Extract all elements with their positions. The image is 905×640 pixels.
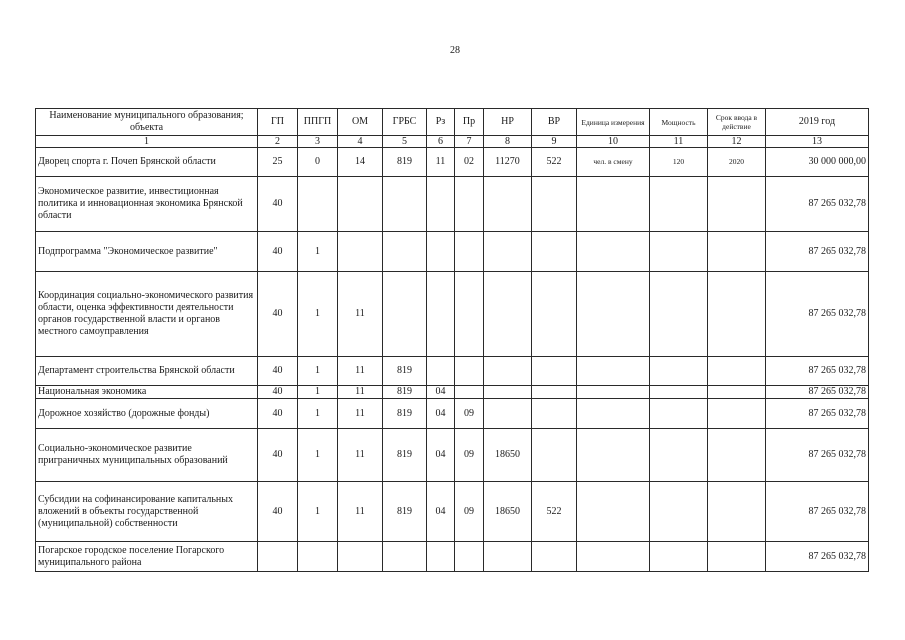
amount-cell: 87 265 032,78 [766, 482, 869, 542]
table-cell: 819 [383, 357, 427, 386]
header-om: ОМ [338, 109, 383, 136]
table-cell: 40 [258, 272, 298, 357]
table-row [36, 399, 869, 429]
table-cell: 819 [383, 148, 427, 177]
table-cell: 14 [338, 148, 383, 177]
header-vr: ВР [532, 109, 577, 136]
amount-cell: 87 265 032,78 [766, 177, 869, 232]
row-name-cell: Национальная экономика [36, 386, 258, 399]
header-rz: Рз [427, 109, 455, 136]
table-cell: 40 [258, 357, 298, 386]
table-row [36, 357, 869, 386]
table-cell [650, 399, 708, 429]
table-cell [484, 232, 532, 272]
table-cell: 09 [455, 482, 484, 542]
table-cell [708, 272, 766, 357]
table-cell: 40 [258, 482, 298, 542]
table-cell: 1 [298, 357, 338, 386]
table-cell [577, 386, 650, 399]
table-cell [577, 429, 650, 482]
table-cell [577, 542, 650, 572]
amount-cell: 87 265 032,78 [766, 399, 869, 429]
table-cell: 11 [338, 429, 383, 482]
table-cell: 120 [650, 148, 708, 177]
table-cell [577, 177, 650, 232]
table-cell [484, 399, 532, 429]
table-cell: 11 [338, 386, 383, 399]
table-cell: 819 [383, 399, 427, 429]
table-cell [455, 232, 484, 272]
table-cell: 1 [298, 482, 338, 542]
row-name-cell: Дворец спорта г. Почеп Брянской области [36, 148, 258, 177]
table-cell [708, 177, 766, 232]
header-pr: Пр [455, 109, 484, 136]
table-cell [383, 542, 427, 572]
header-grbs: ГРБС [383, 109, 427, 136]
table-cell [455, 542, 484, 572]
table-cell: 2020 [708, 148, 766, 177]
row-name-cell: Погарское городское поселение Погарского муниципального района [36, 542, 258, 572]
row-name-cell: Экономическое развитие, инвестиционная политика и инновационная экономика Брянской области [36, 177, 258, 232]
table-cell [427, 272, 455, 357]
table-cell [532, 429, 577, 482]
row-name-cell: Социально-экономическое развитие приграничных муниципальных образований [36, 429, 258, 482]
table-cell [650, 542, 708, 572]
amount-cell: 87 265 032,78 [766, 386, 869, 399]
row-name-cell: Дорожное хозяйство (дорожные фонды) [36, 399, 258, 429]
table-cell [484, 386, 532, 399]
table-cell [650, 177, 708, 232]
table-cell: 40 [258, 177, 298, 232]
table-row [36, 148, 869, 177]
table-cell [708, 399, 766, 429]
column-number: 9 [532, 136, 577, 148]
row-name-cell: Департамент строительства Брянской области [36, 357, 258, 386]
table-cell [577, 399, 650, 429]
table-body [36, 136, 869, 572]
column-number: 13 [766, 136, 869, 148]
row-name-cell: Подпрограмма "Экономическое развитие" [36, 232, 258, 272]
table-cell [427, 232, 455, 272]
table-cell [338, 542, 383, 572]
table-cell: 04 [427, 399, 455, 429]
table-cell [484, 542, 532, 572]
table-cell [427, 177, 455, 232]
table-row [36, 482, 869, 542]
table-cell [532, 542, 577, 572]
table-cell: 09 [455, 429, 484, 482]
table-cell [258, 542, 298, 572]
table-cell: 40 [258, 232, 298, 272]
table-cell [298, 177, 338, 232]
table-header-row [36, 109, 869, 136]
table-cell [650, 429, 708, 482]
table-cell [708, 232, 766, 272]
table-cell [427, 357, 455, 386]
table-cell [708, 542, 766, 572]
header-commissioning: Срок ввода в действие [708, 109, 766, 136]
table-row [36, 386, 869, 399]
budget-table [35, 108, 869, 572]
column-number: 5 [383, 136, 427, 148]
table-cell: 1 [298, 399, 338, 429]
table-cell [532, 232, 577, 272]
row-name-cell: Субсидии на софинансирование капитальных вложений в объекты государственной (муниципальной) собственности [36, 482, 258, 542]
table-cell: 11 [427, 148, 455, 177]
table-cell [455, 386, 484, 399]
column-number: 11 [650, 136, 708, 148]
header-unit: Единица измерения [577, 109, 650, 136]
table-cell: 1 [298, 429, 338, 482]
table-row [36, 272, 869, 357]
table-cell [383, 232, 427, 272]
table-cell: 11270 [484, 148, 532, 177]
table-cell [455, 272, 484, 357]
column-number: 8 [484, 136, 532, 148]
table-cell [708, 429, 766, 482]
column-number: 4 [338, 136, 383, 148]
table-cell [338, 232, 383, 272]
table-row [36, 542, 869, 572]
table-cell [577, 272, 650, 357]
table-cell [577, 357, 650, 386]
table-cell [650, 482, 708, 542]
table-cell [532, 357, 577, 386]
table-cell [298, 542, 338, 572]
table-cell [532, 399, 577, 429]
column-number: 1 [36, 136, 258, 148]
table-cell: 1 [298, 232, 338, 272]
amount-cell: 87 265 032,78 [766, 357, 869, 386]
header-ppgp: ППГП [298, 109, 338, 136]
table-cell: 11 [338, 482, 383, 542]
column-number: 10 [577, 136, 650, 148]
table-cell: 02 [455, 148, 484, 177]
table-cell: 40 [258, 399, 298, 429]
table-cell: 18650 [484, 482, 532, 542]
header-2019: 2019 год [766, 109, 869, 136]
table-cell: 18650 [484, 429, 532, 482]
table-cell [708, 357, 766, 386]
table-cell: 09 [455, 399, 484, 429]
table-cell [455, 357, 484, 386]
amount-cell: 30 000 000,00 [766, 148, 869, 177]
table-cell [708, 482, 766, 542]
table-cell [532, 177, 577, 232]
column-number: 12 [708, 136, 766, 148]
table-cell: 04 [427, 386, 455, 399]
column-number: 7 [455, 136, 484, 148]
amount-cell: 87 265 032,78 [766, 542, 869, 572]
table-cell [708, 386, 766, 399]
table-cell [650, 357, 708, 386]
table-cell: 04 [427, 482, 455, 542]
table-cell: 25 [258, 148, 298, 177]
table-cell [484, 357, 532, 386]
table-cell [427, 542, 455, 572]
table-cell [650, 386, 708, 399]
table-cell: 11 [338, 272, 383, 357]
table-row [36, 429, 869, 482]
header-gp: ГП [258, 109, 298, 136]
table-cell: 11 [338, 399, 383, 429]
table-cell [650, 272, 708, 357]
table-cell: 40 [258, 386, 298, 399]
table-cell [484, 272, 532, 357]
column-number: 2 [258, 136, 298, 148]
header-nr: НР [484, 109, 532, 136]
table-cell: 11 [338, 357, 383, 386]
table-cell [383, 272, 427, 357]
table-cell [338, 177, 383, 232]
column-number: 3 [298, 136, 338, 148]
amount-cell: 87 265 032,78 [766, 272, 869, 357]
row-name-cell: Координация социально-экономического развития области, оценка эффективности деятельности органов государственной власти и органов местного самоуправления [36, 272, 258, 357]
table-row [36, 232, 869, 272]
page-number: 28 [450, 45, 460, 56]
table-cell: 1 [298, 386, 338, 399]
table-cell [577, 482, 650, 542]
table-cell: 819 [383, 429, 427, 482]
table-cell: 522 [532, 482, 577, 542]
amount-cell: 87 265 032,78 [766, 429, 869, 482]
table-cell: 40 [258, 429, 298, 482]
column-number-row [36, 136, 869, 148]
table-cell: 04 [427, 429, 455, 482]
column-number: 6 [427, 136, 455, 148]
table-cell: 819 [383, 482, 427, 542]
header-capacity: Мощность [650, 109, 708, 136]
table-cell: 0 [298, 148, 338, 177]
header-name: Наименование муниципального образования; объекта [36, 109, 258, 136]
table-cell: 522 [532, 148, 577, 177]
table-cell: 819 [383, 386, 427, 399]
table-cell [650, 232, 708, 272]
table-cell: 1 [298, 272, 338, 357]
table-cell [383, 177, 427, 232]
table-cell [532, 272, 577, 357]
table-cell: чел. в смену [577, 148, 650, 177]
amount-cell: 87 265 032,78 [766, 232, 869, 272]
table-cell [577, 232, 650, 272]
table-row [36, 177, 869, 232]
table-cell [532, 386, 577, 399]
table-cell [484, 177, 532, 232]
table-cell [455, 177, 484, 232]
